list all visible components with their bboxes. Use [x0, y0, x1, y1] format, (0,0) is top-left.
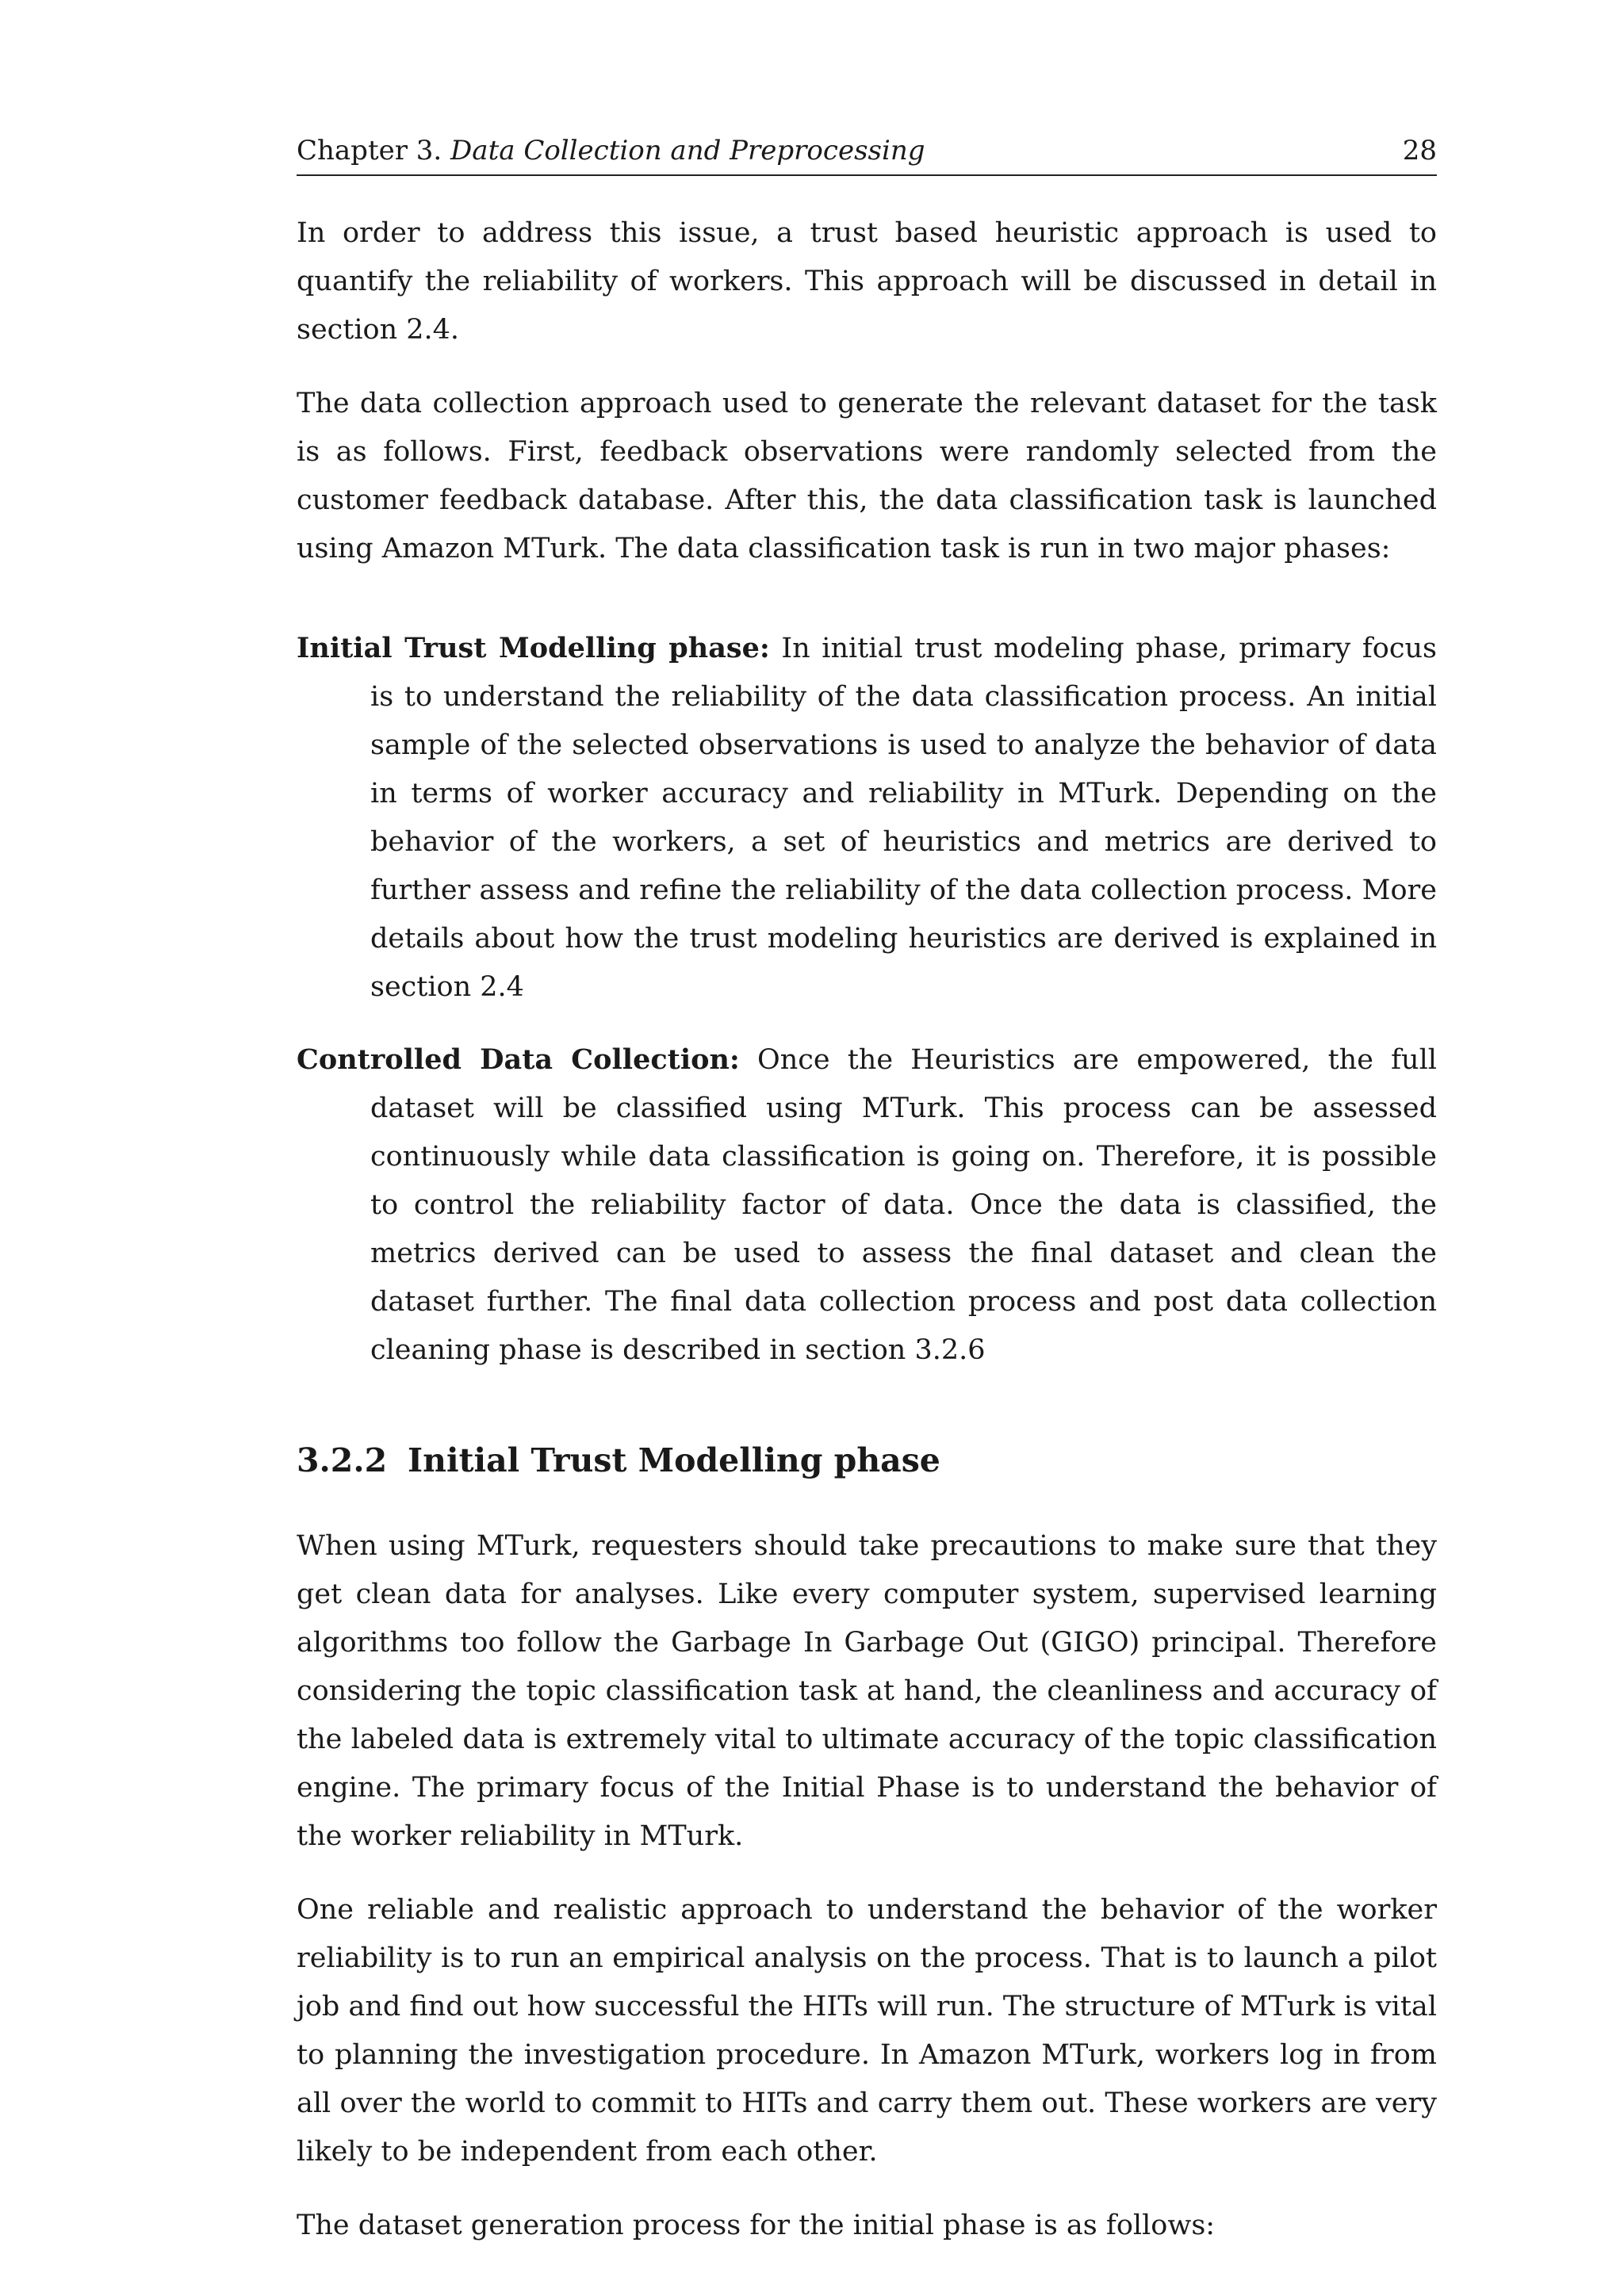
chapter-title: Data Collection and Preprocessing [450, 135, 925, 166]
paragraph-trust-heuristic: In order to address this issue, a trust based heuristic approach is used to quantify the reliability of workers. This approach will be discussed in detail in section 2.4. [297, 217, 1437, 346]
paragraph-mturk-precautions: When using MTurk, requesters should take precautions to make sure that they get clean data for analyses. Like every computer system, supervised learning algorithms too follow the Garbage In Garbage Out (GIGO) principal. Therefore considering the topic classification task at hand, the cleanliness and accuracy of the labeled data is extremely vital to ultimate accuracy of the topic classification engine. The primary focus of the Initial Phase is to understand the behavior of the worker reliability in MTurk. [297, 1530, 1437, 1852]
page-number: 28 [1402, 135, 1437, 166]
phase-description-list [297, 624, 1437, 1375]
paragraph-empirical-analysis: One reliable and realistic approach to understand the behavior of the worker reliability is to run an empirical analysis on the process. That is to launch a pilot job and find out how successful the HITs will run. The structure of MTurk is vital to planning the investigation procedure. In Amazon MTurk, workers log in from all over the world to commit to HITs and carry them out. These workers are very likely to be independent from each other. [297, 1894, 1437, 2168]
section-title: Initial Trust Modelling phase [408, 1441, 940, 1479]
section-heading [297, 1440, 1437, 1481]
running-header [297, 133, 1437, 176]
paragraph-dataset-generation: The dataset generation process for the initial phase is as follows: [297, 2210, 1216, 2241]
section-number: 3.2.2 [297, 1441, 388, 1479]
chapter-label: Chapter 3. [297, 135, 442, 166]
phase-description: In initial trust modeling phase, primary focus is to understand the reliability of the data classification process. An initial sample of the selected observations is used to analyze the behavior of data in terms of worker accuracy and reliability in MTurk. Depending on the behavior of the workers, a set of heuristics and metrics are derived to further assess and refine the reliability of the data collection process. More details about how the trust modeling heuristics are derived is explained in section 2.4 [370, 633, 1437, 1003]
phase-term: Controlled Data Collection: [297, 1043, 740, 1076]
running-header-left [297, 133, 925, 168]
document-page [297, 133, 1437, 2250]
phase-description: Once the Heuristics are empowered, the full dataset will be classified using MTurk. This process can be assessed continuously while data classification is going on. Therefore, it is possible to control the reliability factor of data. Once the data is classified, the metrics derived can be used to assess the final dataset and clean the dataset further. The final data collection process and post data collection cleaning phase is described in section 3.2.6 [370, 1044, 1437, 1366]
paragraph-data-collection-approach: The data collection approach used to generate the relevant dataset for the task is as follows. First, feedback observations were randomly selected from the customer feedback database. After this, the data classification task is launched using Amazon MTurk. The data classification task is run in two major phases: [297, 388, 1437, 564]
phase-item-initial-trust [297, 624, 1437, 1012]
phase-term: Initial Trust Modelling phase: [297, 632, 770, 664]
phase-item-controlled-collection [297, 1035, 1437, 1375]
